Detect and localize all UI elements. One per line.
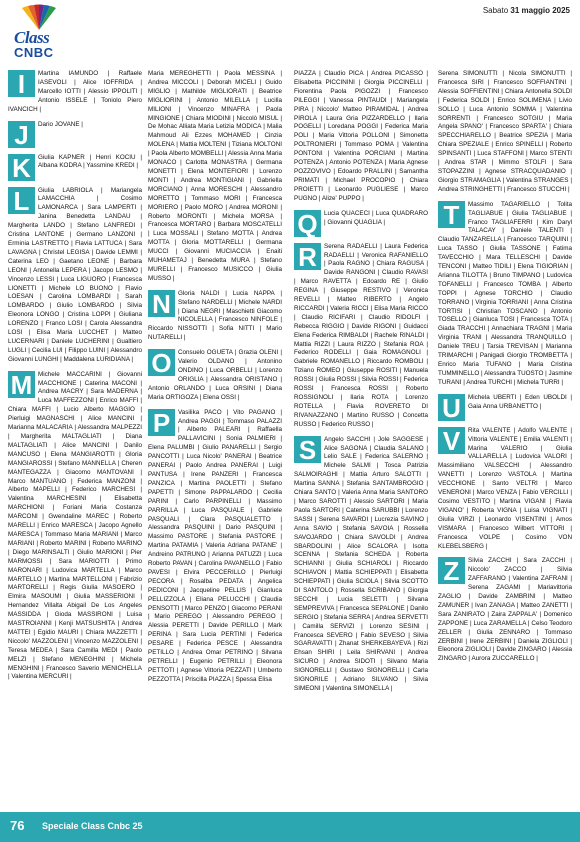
letter-block-o <box>148 349 282 402</box>
names-list: Giulia LABRIOLA | Mariangela LAMACCHIA | Cosimo LAMONARCA | Sara LAMPERTI | Janina Benedetta LANDAU | Margherita LANDO | Stefano LANFREDI | Cristina LANTONE | Germano LANZONI | Erminia LASTRETTO | Flavia LATTUCA | Sara LAVAGNA | Christel LEGISA | Davide LEMMI | Caterina LEO | Gaetano LEONE | Barbara LEONI | Antonella LEPERA | Jacopo LESMO | Vincenzo LESSI | Luca LIGUORO | Francesca LIONETTI | Michele LO BUONO | Flavio LOESAN | Carolina LOMBARDI | Sarah LOMBARDO | Giulio LOMBARDO | Silvia Eleonora LONGO | Cristina LOPPI | Giuliana LORENZO | Franco LOSI | Carola Alessandra LOSI | Elisa Maria LUCCHET | Matteo LUCERNARI | Daniele LUCHERINI | Gualtiero LUGLI | Cecilia LUI | Filippo LUINI | Alessandro Giovanni LUNGHI | Maddalena LURIDIANA | <box>8 186 142 363</box>
page-header <box>0 0 580 64</box>
names-list: Angelo SACCHI | Jole SAGGESE | Alice SAGONA | Claudia SALANO | Lelio SALE | Federica SALERNO | Michele SALMI | Tosca Patrizia SALMOIRAGHI | Mattia Arturo SALOTTI | Martina SANNA | Stefania SANTAMBROGIO | Chiara SANTO | Valeria Anna Maria SANTORO | Marco SAROTTI | Alessio SARTORI | Maria Paola SARTORI | Caterina SARUBBI | Lorenzo SASSI | Serena SAVARDI | Lucrezia SAVINO | Anna SAVIO | Stefania SAVOIA | Rossella SAVOJARDO | Chiara SAVOLDI | Andrea SBARDOLINI | Alice SCALORA | Isotta SCENNA | Stefania SCHEDA | Roberta SCHIANNI | Giulia SCHIAROLI | Riccardo SCHIAVON | Mattia SCHIEPPATI | Elisabetta SCHIEPPATI | Giulia SCIOLA | Silvia SCOTTO DI SANTOLO | Rossella SCRIBANO | Giorgia SECCHI | Lucia SELETTI | Silvana SEMPREVIVA | Francesca SEPALONE | Danilo SERGIO | Stefania SERRA | Andrea SERVETTI | Camilla SERVIZI | Lorenzo SESINI | Francesca SEVERO | Fabio SEVESO | Silvia SGARAVATTI | Zhanat SHERKEBAYEVA | Rizi Ehsan SHIRI | Leila SHIRVANI | Andrea SICURO | Andrea SIDOTI | Silvano Maria SIGNORELLI | Gustavo SIGNORELLI | Carla SIGNORILE | Adriano SILVANO | Silvia SIMEONI | Valentina SIMONELLA | <box>294 435 428 692</box>
names-list: Martina IAMUNDO | Raffaele IASEVOLI | Alice IOFFRIDA | Marcello IOTTI | Alessio IPPOLITI | Antonio ISSELE | Toniolo Piero IVANCICH | <box>8 70 142 113</box>
letter-block-k <box>8 154 142 181</box>
names-list: Michela UBERTI | Eden UBOLDI | Gaia Anna URBANETTO | <box>468 393 572 410</box>
letter-heading: S <box>294 436 321 463</box>
logo-cnbc-text: CNBC <box>14 45 54 60</box>
page-number: 76 <box>10 818 25 833</box>
letter-block-j <box>8 121 142 148</box>
names-list: Lucia QUACECI | Luca QUADRARO | Giovanni QUAGLIA | <box>324 209 428 226</box>
names-list: Vasilika PACO | Vito PAGANO | Andrea PAGGI | Tommaso PALAZZI | Alberto PALEARI | Raffaella PALLAVICINI | Sonia PALMIERI | Elena PALUMBI | Giulio PANARELLI | Sergio PANCOTTI | Luca Nicolo' PANERAI | Beatrice PANERAI | Paolo Andrea PANERAI | Luigi PANTUSA | Irene PANZERI | Francesca PANZICA | Martina PAOLETTI | Stefano PAPETTI | Simone PAPPALARDO | Cecilia PARINI | Carlo PARPINELLI | Massimo PARRILLA | Luca PASQUALE | Gabriele PASQUALI | Clara PASQUALETTO | Alessandra PASQUINI | Dario PASQUINI | Massimo PASTORE | Stefania PASTORE | Martina PATAMIA | Valeria Adriana PATANE' | Andreino PATRUNO | Arianna PATUZZI | Luca Roberto PAVAN | Carolina PAVANELLO | Fabio PAVESI | Elvira PECCERILLO | Pierluigi PECORA | Rosalba PEDATA | Angelica PEDICONI | Jacqueline PELLIS | Gianluca PELLIZZOLA | Eliana PELUCCHI | Claudia PENSOTTI | Marco PENZO | Giacomo PERANI | Mario PEREGO | Alessandro PEREGO | Alessia PERETTI | Davide PERILLO | Mark PERINA | Sara Lucia PERTINI | Federica PESARE | Federica PESCE | Alessandra PETILLO | Andrea Omar PETRINO | Silvana PETRELLI | Eugenio PETRILLI | Eleonora PETTOTI | Agnese Vittoria PEZZATI | Umberto PEZZOTTA | Priscilla PIAZZA | Spessa Elisa <box>148 408 282 683</box>
page-footer <box>0 812 580 842</box>
letter-block-r <box>294 243 428 430</box>
letter-block-z <box>438 557 572 664</box>
letter-block-p <box>148 409 282 685</box>
letter-block-m <box>8 371 142 683</box>
letter-block-u <box>438 394 572 421</box>
names-list: Michele MACCARINI | Giovanni MACCHIONE | Caterina MACONI | Andrea MACRY | Sara MADERNA | Luca MAFFEZZONI | Enrico MAFFI | Chiara MAFFI | Lucio Alberto MAGGIO | Pierluigi MAGNASCHI | Alice MANCINI | Marianna MALACARIA | Alessandra MALPEZZI | Margherita MALTAGLIATI | Diana MALTAGLIATI | Alice MANCINI | Danilo MANCUSO | Elena MANGIAROTTI | Gloria MANGIAROSSI | Stefano MANNELLA | Cheren MANTEGAZZA | Giacomo MANTOVANI | Marco MANTUANO | Federica MANZONI | Alberto MAPELLI | Federico MARCHESI | Valentina MARCHESINI | Elisabetta MARCHIONI | Foriani Maria Costanza MARCONI | Gwendaline MAREC | Roberto MARELLI | Enrico MARESCA | Jacopo Agnello MARESCA | Tommaso Maria MARIANI | Marco MARIANI | Roberto MARINI | Roberto MARINO | Diego MARINSALTI | Giulio MARIONI | Pier MARMOSSI | Sara MARIOTTI | Primo MARONARI | Ludovica MARTELLA | Marco MARTELLO | Martina MARTELLONI | Fabrizio MARTORELLI | Regis Giulia MASOERO | Elmira MASOUMI | Giulia MASSERIONI | Hernandez Villalta Abigail De Los Angeles MASSIDDA | Gioda MASSIRONI | Luisa MASTROIANNI | Kenji MATSUSHITA | Andrea MATTEI | Egidio MAURI | Chiara MAZZETTI | Niccolo' MAZZOLENI | Vincenzo MAZZOLENI | Teresa MEDEA | Sara Camilla MEDI | Paolo MELZI | Stefano MENEGHINI | Michela MENGHINI | Francesco Saverio MENICHELLA | Valentina MERCURI | <box>8 370 142 681</box>
letter-block-p-cont <box>294 70 428 204</box>
letter-block-s <box>294 436 428 694</box>
letter-heading: V <box>438 427 465 454</box>
column-3 <box>294 70 428 700</box>
letter-heading: N <box>148 290 175 317</box>
letter-block-v <box>438 427 572 552</box>
class-cnbc-logo <box>8 4 70 60</box>
names-list: PIAZZA | Claudio PICA | Andrea PICASSO | Elisabetta PICCININI | Giorgia PICCINELLI | Fiorentina Paola PIGOZZI | Francesco PILEGGI | Vanessa PINTAUDI | Mariangela PIRA | Niccolo' Matteo PIRAMIDAL | Andrea PIROLA | Laura Gria PIZZARDELLO | Ilaria POGELLI | Loredana POGGI | Federica Maria POLI | Maria Vittoria POLLONI | Simonetta POLTRONIERI | Tommaso POMA | Valentina PONTONI | Valentina PORCIANI | Martina POTENZA | Antonio POTENZA | Maria Agnese POZZOVIVO | Edoardo PRALLINI | Samantha PRIMATI | Michael PROCOPIO | Chiara PROIETTI | Leonardo PUGLIESE | Marco PUGNO | Alize' PUPPO | <box>294 70 428 202</box>
letter-heading: I <box>8 70 35 97</box>
names-list: Silvia ZACCHI | Sara ZACCHI | Niccolo' ZACCO | Silvia ZAFFARANO | Valentina ZAFRANI | Serena ZAGAMI | Mariavittoria ZAGLIO | Davide ZAMBRINI | Matteo ZAMUNER | Ivan ZANAGA | Matteo ZANETTI | Sara ZANIRATO | Zaira ZAPPALA' | Domenico ZAPPONE | Luca ZARAMELLA | Celso Teodoro ZELLER | Giulia ZENNARO | Tommaso ZERBINI | Irene ZERBINI | Daniela ZIGLIOLI | Eleonora ZIGLIOLI | Davide ZINGARO | Alessia ZINGARO | Aurora ZUCCARELLO | <box>438 557 572 663</box>
letter-heading: R <box>294 243 321 270</box>
letter-heading: T <box>438 201 465 228</box>
issue-date <box>483 6 570 15</box>
column-1 <box>8 70 142 688</box>
names-list: Giulia KAPNER | Henri KOCIU | Albana KODRA | Yassmine KREDI | <box>38 153 142 170</box>
letter-block-l <box>8 187 142 365</box>
date-weekday: Sabato <box>482 6 509 15</box>
letter-block-s-cont <box>438 70 572 195</box>
letter-heading: K <box>8 154 35 181</box>
letter-heading: J <box>8 121 35 148</box>
letter-heading: L <box>8 187 35 214</box>
letter-block-t <box>438 201 572 388</box>
letter-heading: Z <box>438 557 465 584</box>
names-list: Gloria NALDI | Lucia NAPPA | Stefano NARDELLI | Michele NARDI | Diana NEGRI | Maschietti Giacomo NICOLELLA | Francesco NINFOLE | Riccardo NISSOTTI | Sofia NITTI | Mario NUTARELLI | <box>148 289 282 342</box>
letter-heading: O <box>148 349 175 376</box>
date-day: 31 maggio 2025 <box>510 6 570 15</box>
letter-block-n <box>148 290 282 343</box>
footer-label: Speciale Class Cnbc 25 <box>42 821 143 831</box>
logo-class-text: Class <box>14 28 50 47</box>
peacock-icon <box>16 4 62 30</box>
names-list: Massimo TAGARIELLO | Tolita TAGLIABUE | Giulia TAGLIABUE | Franco TAGLIAFERRI | Kim Daryl TALACAY | Daniele TALENTI | Claudio TANZARELLA | Francesco TARQUINI | Luca TASSO | Giulia TASSONE | Fatima TAVECCHIO | Mara TELLESCHI | Davide TENCONI | Matteo TIDILI | Elena TIGIORIAN | Arianna TILOTTA | Bruno TIMPANO | Ludovica TOFANELLI | Francesco TOMBA | Alberto TOPPI | Agnese TORCHIO | Claudio TORRANO | Virginia TORRIANI | Anna Cristina TORTISI | Christian TOSCANO | Antonio TOSELLO | Gianluca TOSI | Francesca TOTA | Giada TRACCHI | Annachiara TRAGNI | Maria Virginia TRANI | Alessandra TRANQUILLO | Daniele TREU | Tarsia TREVISAN | Marianna TRIMARCHI | Panigadi Giorgio TROMBETTA | Enrico Maria TUFANO | Maria Cristina TUMMINELLO | Alessandra TUOSTO | Jasmine TURANI | Andrea TURCHI | Michela TURRI | <box>438 200 572 386</box>
letter-heading: U <box>438 394 465 421</box>
names-columns <box>8 70 574 806</box>
letter-block-q <box>294 210 428 237</box>
letter-heading: P <box>148 409 175 436</box>
names-list: Maria MEREGHETTI | Paola MESSINA | Andrea MICCOLI | Deborah MICELI | Guido MIGLIO | Mathilde MIGLIORATI | Beatrice MIGLIORINI | Antonio MILELLA | Lucilla MILIONI | Vincenzo MINAFRA | Paola MINGIONE | Chiara MIODINI | Niccolò MISUL | De Mohac Alliata Maria Letizia MODICA | Malia Mahmoud Ali Ezzes MOHAMED | Cinzia MOLENA | Mattia MOLTENI | Tiziana MOLTONI | Paola Alberto MOMBELLI | Alessia Anna Maria MONACO | Carlotta MONASTRA | Germana MONETTI | Elena MONTEFIORI | Lorenzo MONTI | Andrea MONTIGIANI | Gabriella MORCIANO | Anna MORESCHI | Alessandro MORETTO | Tommaso MORI | Francesca MORIERO | Paolo MORO | Andrea MORONI | Roberto MORONTI | Michela MORSA | Francesca MORTARO | Barbara MOSCATELLI | Luca MOSSALI | Stefano MOTTA | Andrea MOTTA | Gloria MOTTARELLI | Germana MUCCI | Giovanni MUCIACCIA | Enaiti MUHAMETAJ | Benedetta MURA | Stefano MURELLI | Francesco MUSICCO | Giulia MUSSO | <box>148 70 282 282</box>
column-2 <box>148 70 282 691</box>
names-list: Consuelo OGUETA | Grazia OLENI | Valerio OLDANO | Antonino ONDINO | Luca ORBELLI | Lorenzo ORIGLIA | Alessandra ORISTANO | Antonio ORLANDO | Luca ORSINI | Diana Maria ORTIGOZA | Elena OSSI | <box>148 349 282 401</box>
names-list: Rita VALENTE | Adolfo VALENTE | Vittoria VALENTE | Emilia VALENTI | Marina VALERIO | Giulia VALLARELLA | Ludovica VALORI | Massimiliano VALSECCHI | Alessandro VANETTI | Lorenzo VASTOLA | Martina VECCHIONE | Santo VELTRI | Marco VENERONI | Marco VENZA | Fabio VERCILLI | Cosimo VESTITO | Martina VIGANI | Flavia VIGANO' | Roberta VIGNA | Luisa VIGNATI | Giulia VIRZI | Leonardo VISENTINI | Amos VISMARA | Francesco Wilbert VITTORI | Francesca VOLPE | Cosimo VON KLEBELSBERG | <box>438 426 572 550</box>
column-4 <box>438 70 572 670</box>
letter-block-m-cont <box>148 70 282 284</box>
names-list: Serena SIMONUTTI | Nicola SIMONUTTI | Francesca SIRI | Francesco SOFFIANTINI | Alessia SOFFIENTINI | Chiara Antonella SOLDI | Federica SOLDI | Enrico SOLIMENA | Livio SOLLO | Luca Antonio SOMMA | Valentina SORRENTI | Francesco SOTGIU | Maria Angela SPANO' | Francesco SPARTA' | Chiara SPECCHIARELLO | Beatrice SPEZIA | Maria Chiara SPEZIALE | Enrico SPINELLI | Roberto SPINSANTI | Luca STAFFONI | Marco STENTI | Andrea STAR | Mimmo STOLFI | Sara STOPAZZINI | Agnese STRACQUADANIO | Giorgio STRAMAGLIA | Valentina STRANGES | Andrea STRINGHETTI | Francesco STUCCHI | <box>438 70 572 193</box>
names-list: Dario JOVANE | <box>38 120 83 128</box>
letter-heading: Q <box>294 210 321 237</box>
names-list: Serena RADAELLI | Laura Federica RADAELLI | Veronica RAFANIELLO | Paola RAGNO | Chiara RAGUSA | Davide RANGONI | Claudio RAVASI | Marco RAVETTA | Edoardo RE | Giulio REGINA | Giuseppe RESTIVO | Veronica REVELLI | Matteo RIBERTO | Angelo RICCARDI | Valeria RICCI | Elisa Maria RICCO | Claudio RICIFARI | Claudio RIDOLFI | Rebecca RIGGIO | Davide RIGONI | Guidacci Elena Federica RIMBALDI | Rachele RINALDI | Mattia RIZZI | Laura RIZZO | Stefania ROA | Federico RODELLI | Gaia ROMAGNOLI | Gabriele ROMANELLO | Riccardo ROMBOLI | Tiziano ROMEO | Giuseppe ROSITI | Manuela ROSSI | Giulia ROSSI | Silvia ROSSI | Federica ROSSI | Francesca ROSSI | Roberto ROSSIGNOLI | Ilaria ROTA | Lorenzo ROTELLA | Flavia ROVERETO DI RIVANAZZANO | Martino RUSSO | Concetta RUSSO | Federico RUSSO | <box>294 242 428 428</box>
letter-block-i <box>8 70 142 115</box>
letter-heading: M <box>8 371 35 398</box>
